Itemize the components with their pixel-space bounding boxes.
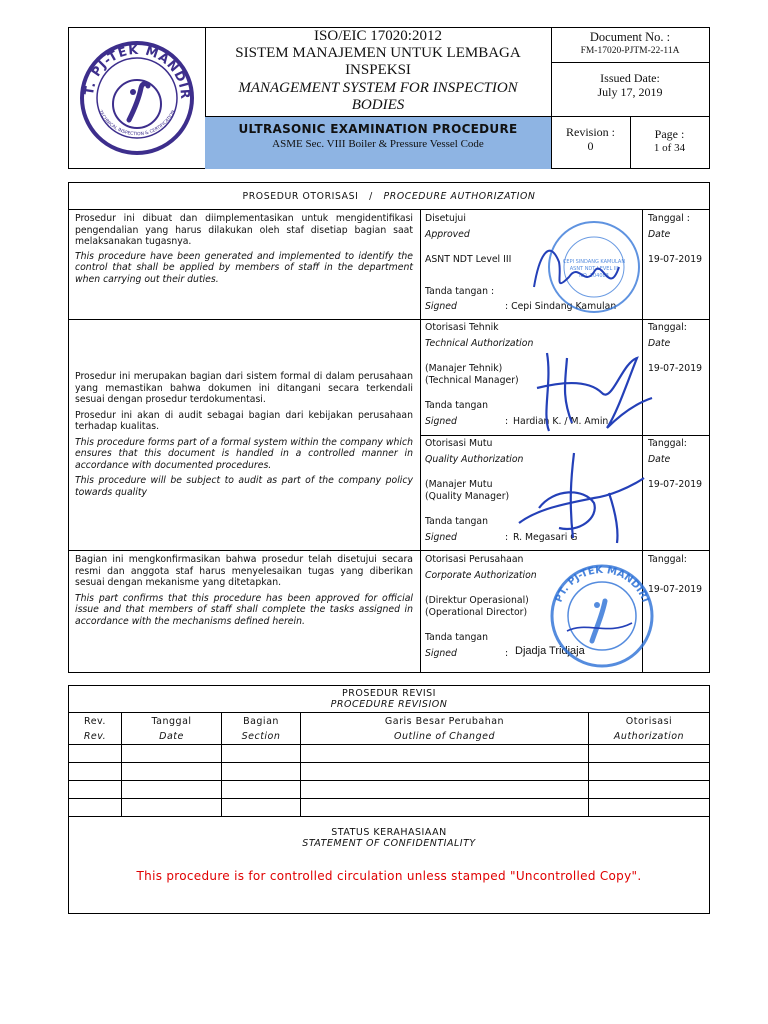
system-title-id-2: INSPEKSI bbox=[345, 62, 411, 78]
authorization-heading-en: PROCEDURE AUTHORIZATION bbox=[383, 191, 536, 202]
quality-position-id: (Manajer Mutu bbox=[425, 479, 493, 490]
system-title-en-2: BODIES bbox=[351, 97, 405, 113]
col-date-en: Date bbox=[159, 730, 184, 742]
approval-text-id: Prosedur ini dibuat dan diimplementasikan untuk mengidentifikasi pengendalian yang harus dilakukan oleh staf disetiap bagian saat melaksanakan tugasnya. bbox=[75, 213, 413, 247]
tech-signed-label-en: Signed bbox=[425, 415, 457, 427]
page-label: Page : bbox=[654, 127, 685, 141]
table-row bbox=[69, 799, 710, 817]
tech-date-label-en: Date bbox=[648, 337, 671, 349]
doc-no-label: Document No. : bbox=[589, 30, 671, 44]
col-rev-id: Rev. bbox=[84, 715, 106, 727]
corporate-date-label-id: Tanggal: bbox=[648, 554, 687, 565]
approval-date: 19-07-2019 bbox=[648, 254, 703, 265]
tech-signer-name: Hardian K. / M. Amin bbox=[513, 415, 609, 427]
quality-date-block bbox=[648, 438, 708, 491]
revision-heading-id: PROSEDUR REVISI bbox=[342, 688, 436, 699]
quality-date-label-en: Date bbox=[648, 453, 671, 465]
issued-date: July 17, 2019 bbox=[597, 85, 663, 99]
corporate-position-en: (Operational Director) bbox=[425, 606, 528, 618]
quality-role-id: Otorisasi Mutu bbox=[425, 438, 493, 449]
signed-label-id: Tanda tangan : bbox=[425, 285, 495, 297]
revision-value: 0 bbox=[587, 139, 594, 153]
authorization-section bbox=[68, 182, 710, 673]
logo-text: T. PJ-TEK MANDIR bbox=[81, 41, 194, 101]
svg-text:ASNT NDT LEVEL III: ASNT NDT LEVEL III bbox=[569, 266, 619, 272]
approved-label-id: Disetujui bbox=[425, 213, 466, 224]
audit-text-en: This procedure will be subject to audit as part of the company policy towards quality bbox=[75, 475, 413, 498]
corporate-colon: : bbox=[505, 647, 509, 659]
svg-text:CEPI SINDANG KAMULAN: CEPI SINDANG KAMULAN bbox=[562, 259, 626, 265]
formal-system-text-en: This procedure forms part of a formal system within the company which ensures that this document is handled in a controlled manner in accordance with documented procedures. bbox=[75, 436, 413, 471]
authorization-heading bbox=[69, 183, 709, 209]
procedure-banner bbox=[205, 116, 551, 169]
tech-date-label-id: Tanggal: bbox=[648, 322, 687, 333]
approval-text-en: This procedure have been generated and implemented to identify the control that shall be applied by members of staff in the department when carrying out their duties. bbox=[75, 250, 413, 285]
authorization-heading-id: PROSEDUR OTORISASI bbox=[242, 191, 359, 202]
corporate-signed-label-en: Signed bbox=[425, 647, 457, 659]
col-date-id: Tanggal bbox=[151, 715, 192, 727]
corporate-signer-name: Djadja Tridjaja bbox=[515, 644, 585, 657]
quality-date: 19-07-2019 bbox=[648, 479, 703, 490]
col-rev-en: Rev. bbox=[83, 730, 107, 742]
tech-signed-label-id: Tanda tangan bbox=[425, 400, 489, 411]
document-header bbox=[68, 27, 710, 169]
tech-date: 19-07-2019 bbox=[648, 363, 703, 374]
ndt-stamp-icon bbox=[524, 217, 654, 317]
corporate-text bbox=[75, 554, 413, 627]
company-stamp-icon bbox=[537, 561, 657, 671]
corporate-position-id: (Direktur Operasional) bbox=[425, 595, 529, 606]
col-section-en: Section bbox=[241, 730, 281, 742]
tech-date-block bbox=[648, 322, 708, 375]
quality-role-en: Quality Authorization bbox=[425, 453, 524, 465]
doc-no: FM-17020-PJTM-22-11A bbox=[580, 46, 680, 56]
tech-role-en: Technical Authorization bbox=[425, 337, 534, 349]
company-logo bbox=[69, 28, 205, 168]
system-title-en: MANAGEMENT SYSTEM FOR INSPECTION bbox=[238, 80, 518, 96]
quality-date-label-id: Tanggal: bbox=[648, 438, 687, 449]
standard-title: ISO/EIC 17020:2012 bbox=[314, 28, 442, 44]
heading-separator: / bbox=[369, 191, 373, 202]
corporate-role-en: Corporate Authorization bbox=[425, 569, 537, 581]
revision-table bbox=[68, 685, 710, 914]
corporate-text-en: This part confirms that this procedure has been approved for official issue and that members of staff shall complete the tasks assigned in accordance with the mechanisms defined herein. bbox=[75, 592, 413, 627]
confidentiality-statement: This procedure is for controlled circulation unless stamped "Uncontrolled Copy". bbox=[136, 869, 642, 883]
table-row bbox=[69, 745, 710, 763]
formal-system-text-id: Prosedur ini merupakan bagian dari sistem formal di dalam perusahaan yang memastikan bahwa dokumen ini ditangani secara terkendali sesuai dengan prosedur terdokumentasi. bbox=[75, 371, 413, 405]
procedure-code: ASME Sec. VIII Boiler & Pressure Vessel Code bbox=[272, 138, 484, 150]
revision-heading-en: PROCEDURE REVISION bbox=[330, 699, 448, 710]
approved-label-en: Approved bbox=[425, 228, 470, 240]
tech-colon: : bbox=[505, 415, 509, 427]
col-authorization-en: Authorization bbox=[613, 730, 685, 742]
corporate-date-block bbox=[648, 554, 708, 595]
quality-position-en: (Quality Manager) bbox=[425, 490, 510, 502]
logo-cell bbox=[69, 28, 206, 168]
tech-position-id: (Manajer Tehnik) bbox=[425, 363, 503, 374]
quality-colon: : bbox=[505, 531, 509, 543]
page-value: 1 of 34 bbox=[653, 142, 686, 154]
col-outline-id: Garis Besar Perubahan bbox=[384, 715, 505, 727]
tech-position-en: (Technical Manager) bbox=[425, 374, 519, 386]
procedure-title: ULTRASONIC EXAMINATION PROCEDURE bbox=[238, 122, 518, 136]
quality-signed-label-id: Tanda tangan bbox=[425, 516, 489, 527]
confidentiality-heading-id: STATUS KERAHASIAAN bbox=[331, 827, 447, 838]
col-section-id: Bagian bbox=[243, 715, 279, 727]
corporate-text-id: Bagian ini mengkonfirmasikan bahwa prosedur telah disetujui secara resmi dan anggota staf harus menyelesaikan tugas yang diberikan sesuai dengan mekanisme yang ditetapkan. bbox=[75, 554, 413, 588]
table-row bbox=[69, 763, 710, 781]
quality-signer-name: R. Megasari G bbox=[513, 531, 578, 543]
formal-system-text bbox=[75, 371, 413, 498]
col-outline-en: Outline of Changed bbox=[394, 730, 495, 742]
date-label-en: Date bbox=[648, 228, 671, 240]
quality-signed-label-en: Signed bbox=[425, 531, 457, 543]
header-meta-cell bbox=[551, 28, 709, 168]
corporate-role-id: Otorisasi Perusahaan bbox=[425, 554, 524, 565]
issued-label: Issued Date: bbox=[600, 71, 660, 85]
system-title-id: SISTEM MANAJEMEN UNTUK LEMBAGA bbox=[235, 45, 521, 61]
corporate-signed-label-id: Tanda tangan bbox=[425, 632, 489, 643]
col-authorization-id: Otorisasi bbox=[625, 715, 673, 727]
header-title-cell bbox=[205, 28, 552, 168]
revision-heading bbox=[69, 686, 710, 713]
approver-position: ASNT NDT Level III bbox=[425, 254, 512, 265]
confidentiality-heading-en: STATEMENT OF CONFIDENTIALITY bbox=[302, 838, 476, 849]
revision-header-row bbox=[69, 713, 710, 745]
approver-name: : Cepi Sindang Kamulan bbox=[505, 301, 617, 312]
svg-text:NO. 204083: NO. 204083 bbox=[579, 273, 609, 279]
date-label-id: Tanggal : bbox=[648, 213, 690, 224]
confidentiality-block bbox=[69, 817, 710, 914]
approval-date-block bbox=[648, 213, 708, 266]
tech-role-id: Otorisasi Tehnik bbox=[425, 322, 499, 333]
signed-label-en: Signed bbox=[425, 301, 457, 312]
approval-text bbox=[75, 213, 413, 285]
table-row bbox=[69, 781, 710, 799]
tech-signature-icon bbox=[527, 343, 657, 433]
audit-text-id: Prosedur ini akan di audit sebagai bagian dari kebijakan perusahaan terhadap kualitas. bbox=[75, 409, 413, 432]
quality-signature-icon bbox=[499, 448, 649, 548]
corporate-date: 19-07-2019 bbox=[648, 583, 703, 595]
svg-text:PT. PJ-TEK MANDIRI: PT. PJ-TEK MANDIRI bbox=[553, 564, 651, 604]
revision-label: Revision : bbox=[565, 125, 615, 139]
logo-subtext: TECHNICAL INSPECTION & CERTIFICATION bbox=[97, 109, 177, 138]
